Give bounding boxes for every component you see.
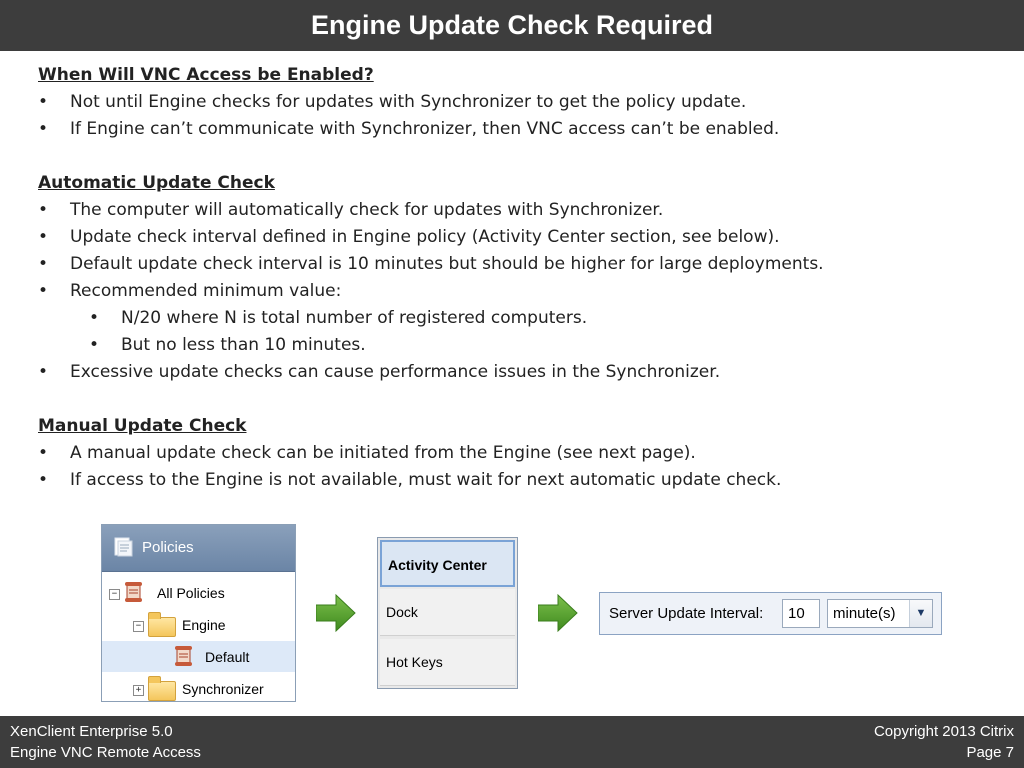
tree-item-all-policies[interactable]: [102, 577, 295, 608]
policies-header-label: Policies: [142, 539, 194, 556]
folder-icon: [148, 681, 176, 701]
arrow-right-icon: [538, 593, 578, 633]
interval-unit-value: minute(s): [833, 605, 896, 622]
tab-activity-center[interactable]: Activity Center: [380, 540, 515, 587]
bullet-glyph: •: [38, 227, 49, 247]
bullet-item: [38, 251, 998, 278]
server-update-interval-input[interactable]: 10: [782, 599, 820, 628]
bullet-text: If Engine can’t communicate with Synchronizer, then VNC access can’t be enabled.: [70, 119, 780, 139]
footer-copyright: Copyright 2013 Citrix: [873, 723, 1014, 740]
bullet-glyph: •: [38, 254, 49, 274]
arrow-right-icon: [316, 593, 356, 633]
scroll-icon: [174, 645, 194, 667]
bullet-text: Not until Engine checks for updates with Synchronizer to get the policy update.: [70, 92, 747, 112]
scroll-icon: [124, 581, 144, 603]
tree-item-default[interactable]: [102, 641, 295, 672]
footer-subtitle: Engine VNC Remote Access: [10, 744, 201, 761]
chevron-down-icon[interactable]: ▼: [909, 600, 932, 627]
bullet-item: [38, 116, 998, 143]
section-heading-automatic: Automatic Update Check: [38, 173, 275, 193]
interval-unit-select[interactable]: [827, 599, 933, 628]
tab-dock[interactable]: Dock: [380, 589, 515, 636]
tab-hot-keys[interactable]: Hot Keys: [380, 639, 515, 686]
bullet-text: Excessive update checks can cause performance issues in the Synchronizer.: [70, 362, 721, 382]
tree-item-synchronizer[interactable]: [102, 673, 295, 704]
tree-label: All Policies: [157, 585, 225, 601]
bullet-item: [38, 278, 998, 305]
bullet-glyph: •: [38, 281, 49, 301]
bullet-item: [38, 224, 998, 251]
collapse-icon[interactable]: −: [109, 589, 120, 600]
bullet-item: [38, 467, 998, 494]
section-heading-manual: Manual Update Check: [38, 416, 247, 436]
bullet-text: Update check interval defined in Engine policy (Activity Center section, see below).: [70, 227, 780, 247]
spacer: [38, 143, 998, 170]
expand-icon[interactable]: +: [133, 685, 144, 696]
bullet-item: [38, 197, 998, 224]
folder-icon: [148, 617, 176, 637]
policies-header[interactable]: [102, 525, 295, 572]
bullet-item: [38, 440, 998, 467]
page-title: Engine Update Check Required: [0, 0, 1024, 51]
bullet-glyph: •: [38, 362, 49, 382]
policies-panel: [101, 524, 296, 702]
bullet-item: [38, 89, 998, 116]
bullet-glyph: •: [38, 119, 49, 139]
bullet-text: A manual update check can be initiated from the Engine (see next page).: [70, 443, 696, 463]
section-heading-vnc: When Will VNC Access be Enabled?: [38, 65, 374, 85]
bullet-text: N/20 where N is total number of registered computers.: [121, 308, 588, 328]
tree-label: Default: [205, 649, 250, 665]
tree-label: Synchronizer: [182, 681, 264, 697]
bullet-glyph: •: [38, 443, 49, 463]
sub-bullet-item: [38, 332, 998, 359]
footer: [0, 716, 1024, 768]
activity-center-panel: [377, 537, 518, 689]
slide-content: [38, 62, 998, 494]
spacer: [38, 386, 998, 413]
bullet-text: Recommended minimum value:: [70, 281, 342, 301]
bullet-glyph: •: [38, 92, 49, 112]
tree-label: Engine: [182, 617, 226, 633]
bullet-item: [38, 359, 998, 386]
bullet-text: But no less than 10 minutes.: [121, 335, 366, 355]
bullet-text: Default update check interval is 10 minutes but should be higher for large deployments.: [70, 254, 824, 274]
tree-item-engine[interactable]: [102, 609, 295, 640]
server-update-panel: [599, 592, 942, 635]
collapse-icon[interactable]: −: [133, 621, 144, 632]
bullet-text: The computer will automatically check for updates with Synchronizer.: [70, 200, 664, 220]
bullet-glyph: •: [38, 200, 49, 220]
footer-product: XenClient Enterprise 5.0: [10, 723, 173, 740]
bullet-glyph: •: [89, 308, 100, 328]
footer-page-number: Page 7: [966, 744, 1014, 761]
bullet-glyph: •: [38, 470, 49, 490]
server-update-label: Server Update Interval:: [609, 605, 764, 622]
policies-icon: [112, 536, 134, 558]
bullet-glyph: •: [89, 335, 100, 355]
bullet-text: If access to the Engine is not available, must wait for next automatic update check.: [70, 470, 782, 490]
sub-bullet-item: [38, 305, 998, 332]
